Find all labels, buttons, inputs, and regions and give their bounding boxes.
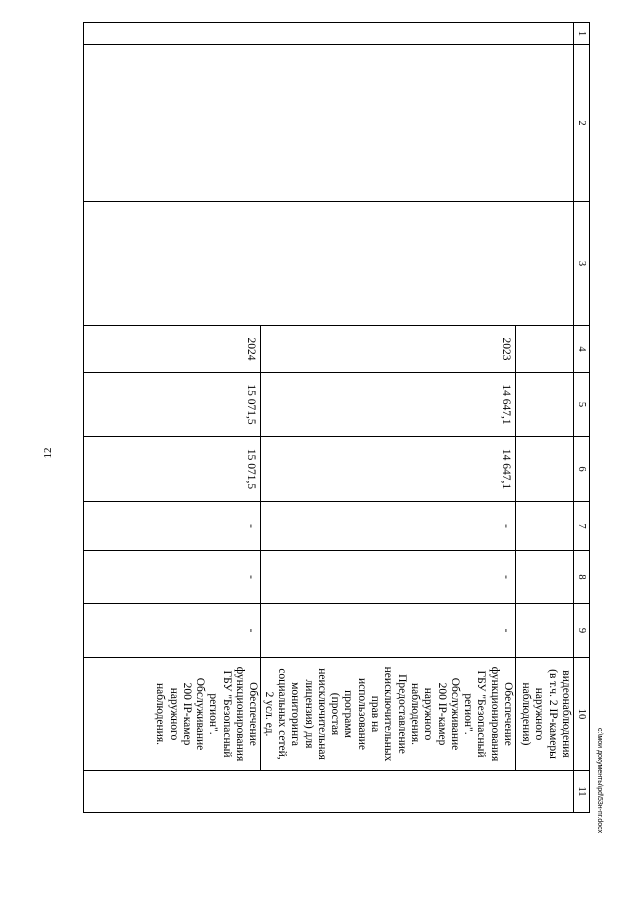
rotated-table-page bbox=[95, 22, 590, 812]
header-cell-9: 9 bbox=[574, 604, 590, 658]
cell-col9 bbox=[516, 604, 574, 658]
cell-total: 15 071,5 bbox=[84, 373, 261, 437]
header-cell-10: 10 bbox=[574, 658, 590, 771]
header-cell-6: 6 bbox=[574, 437, 590, 502]
cell-description: видеонаблюдения (в т.ч. 2 IP-камеры наружного наблюдения) bbox=[516, 658, 574, 771]
page-number: 12 bbox=[42, 447, 54, 459]
cell-col1 bbox=[84, 23, 574, 45]
footer-path bbox=[591, 728, 603, 838]
cell-budget: 14 647,1 bbox=[261, 437, 516, 502]
cell-budget bbox=[516, 437, 574, 502]
cell-year: 2024 bbox=[84, 326, 261, 373]
cell-total: 14 647,1 bbox=[261, 373, 516, 437]
cell-col2 bbox=[84, 45, 574, 202]
cell-description: Обеспечение функционирования ГБУ "Безопасный регион". Обслуживание 200 IP-камер наружного наблюдения. Предоставление неисключительных прав на использование программ (простая неисключительная лицензия) для мониторинга социальных сетей, 2 усл. ед. bbox=[261, 658, 516, 771]
cell-budget: 15 071,5 bbox=[84, 437, 261, 502]
cell-col7: - bbox=[84, 502, 261, 551]
header-cell-7: 7 bbox=[574, 502, 590, 551]
cell-col7: - bbox=[261, 502, 516, 551]
header-cell-8: 8 bbox=[574, 551, 590, 604]
cell-col9: - bbox=[84, 604, 261, 658]
cell-col8: - bbox=[84, 551, 261, 604]
cell-col8: - bbox=[261, 551, 516, 604]
header-row bbox=[574, 23, 590, 813]
program-table bbox=[83, 22, 590, 813]
header-cell-11: 11 bbox=[574, 771, 590, 813]
cell-col3 bbox=[84, 202, 574, 326]
cell-year: 2023 bbox=[261, 326, 516, 373]
cell-description: Обеспечение функционирования ГБУ "Безопасный регион". Обслуживание 200 IP-камер наружного наблюдения. bbox=[84, 658, 261, 771]
cell-year bbox=[516, 326, 574, 373]
cell-col7 bbox=[516, 502, 574, 551]
cell-col11 bbox=[84, 771, 574, 813]
header-cell-3: 3 bbox=[574, 202, 590, 326]
cell-col9: - bbox=[261, 604, 516, 658]
cell-col8 bbox=[516, 551, 574, 604]
table-row bbox=[516, 23, 574, 813]
header-cell-2: 2 bbox=[574, 45, 590, 202]
header-cell-1: 1 bbox=[574, 23, 590, 45]
footer-path-text: c:\мои документы\pd\53н-пг.docx bbox=[596, 728, 603, 834]
cell-total bbox=[516, 373, 574, 437]
header-cell-4: 4 bbox=[574, 326, 590, 373]
header-cell-5: 5 bbox=[574, 373, 590, 437]
